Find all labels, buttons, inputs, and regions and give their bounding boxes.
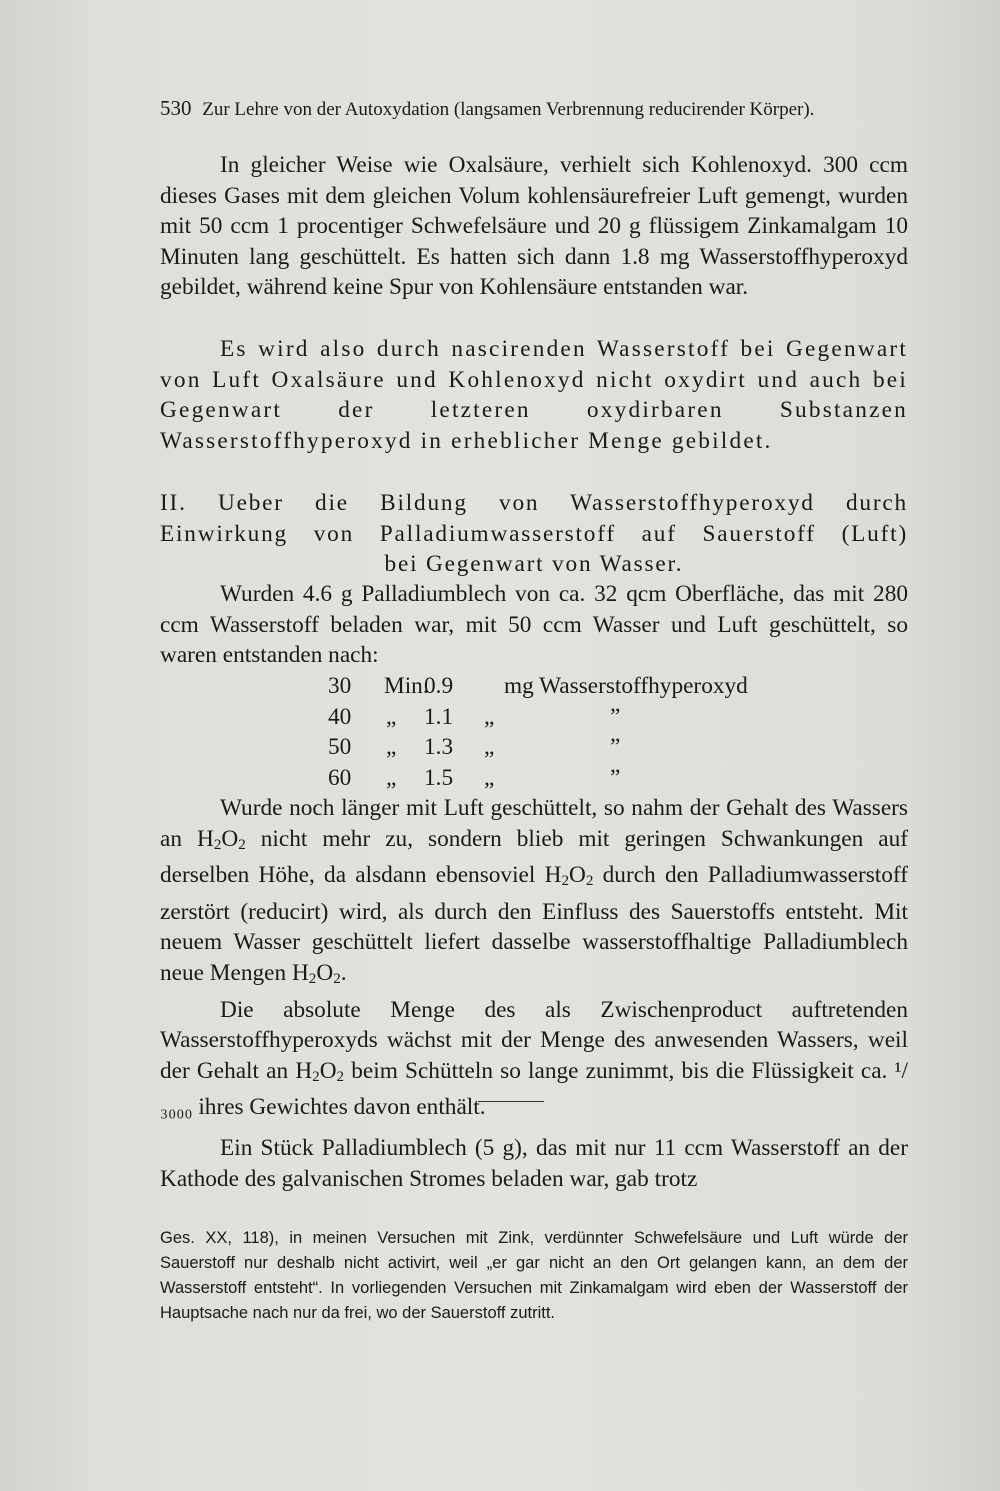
paragraph-3 <box>160 579 908 671</box>
section-heading-line-2: Einwirkung von Palladiumwasserstoff auf Sauerstoff (Luft) <box>160 520 908 547</box>
running-title: Zur Lehre von der Autoxydation (langsamen Verbrennung reducirender Körper). <box>202 99 815 120</box>
ditto-mark: „ <box>484 703 495 730</box>
formula-h2o2: $H_2O_2$ <box>196 825 246 853</box>
paragraph-4-text <box>160 793 908 995</box>
ditto-mark: „ <box>386 764 397 791</box>
paragraph-1 <box>160 150 908 303</box>
formula-h2o2: $H_2O_2$ <box>291 960 341 988</box>
amount-value: 0.9 <box>424 673 454 699</box>
ditto-mark: ” <box>610 764 621 791</box>
running-header <box>160 96 912 121</box>
paragraph-2 <box>160 334 908 456</box>
section-heading-line-3: bei Gegenwart von Wasser. <box>384 551 684 578</box>
ditto-mark: ” <box>610 734 621 761</box>
text-run: beim Schütteln so lange zunimmt, bis die Flüssigkeit ca. <box>344 1057 895 1084</box>
fraction: ¹/₃₀₀₀ <box>160 1057 909 1121</box>
time-value: 30 <box>328 673 352 699</box>
section-heading-line-1: II. Ueber die Bildung von Wasserstoffhyperoxyd durch <box>160 490 908 516</box>
paragraph-1-text: In gleicher Weise wie Oxalsäure, verhielt sich Kohlenoxyd. 300 ccm dieses Gases mit dem gleichen Volum kohlensäurefreier Luft gemengt, wurden mit 50 ccm 1 procentiger Schwefelsäure und 20 g flüssigem Zinkamalgam 10 Minuten lang geschüttelt. Es hatten sich dann 1.8 mg Wasserstoffhyperoxyd gebildet, während keine Spur von Kohlensäure entstanden war. <box>160 152 908 301</box>
text-run: . <box>340 960 347 986</box>
time-value: 60 <box>328 764 352 791</box>
ditto-mark: ” <box>610 703 621 730</box>
footnote-text: Ges. XX, 118), in meinen Versuchen mit Zink, verdünnter Schwefelsäure und Luft würde der Sauerstoff nur deshalb nicht activirt, weil „er gar nicht an den Ort gelangen kann, an dem der Wasserstoff entsteht“. In vorliegenden Versuchen mit Zinkamalgam wird eben der Wasserstoff der Hauptsache nach nur da frei, wo der Sauerstoff zutritt. <box>160 1229 908 1322</box>
amount-value: 1.3 <box>424 734 454 761</box>
paragraph-3-text: Wurden 4.6 g Palladiumblech von ca. 32 qcm Oberfläche, das mit 280 ccm Wasserstoff beladen war, mit 50 ccm Wasser und Luft geschüttelt, so waren entstanden nach: <box>160 581 908 669</box>
ditto-mark: „ <box>484 764 495 791</box>
ditto-mark: „ <box>386 734 397 761</box>
section-divider <box>478 1101 544 1102</box>
paragraph-5-text <box>160 995 908 1123</box>
formula-h2o2: $H_2O_2$ <box>544 862 594 890</box>
paragraph-2-text: Es wird also durch nascirenden Wasserstoff bei Gegenwart von Luft Oxalsäure und Kohlenoxyd nicht oxydirt und auch bei Gegenwart der letzteren oxydirbaren Substanzen Wasserstoffhyperoxyd in erheblicher Menge gebildet. <box>160 336 908 454</box>
formula-h2o2: $H_2O_2$ <box>295 1057 345 1085</box>
time-value: 40 <box>328 703 352 730</box>
time-unit: Min. <box>384 673 429 699</box>
text-run: Die absolute Menge des als Zwischenproduct auftretenden Wasserstoffhyperoxyds wächst mit der Menge des anwesenden Wassers, weil der Gehalt an <box>160 996 908 1084</box>
section-heading <box>160 488 908 580</box>
page-number: 530 <box>160 96 192 120</box>
ditto-mark: „ <box>484 734 495 761</box>
amount-value: 1.1 <box>424 703 454 730</box>
footnote <box>160 1226 908 1326</box>
ditto-mark: „ <box>386 703 397 730</box>
text-run: nicht mehr zu, sondern blieb mit geringen Schwankungen auf derselben Höhe, da alsdann ebensoviel <box>160 825 908 889</box>
paragraph-4 <box>160 793 908 1123</box>
text-run: durch den Palladiumwasserstoff zerstört (reducirt) wird, als durch den Einfluss des Sauerstoffs entsteht. Mit neuem Wasser geschüttelt liefert dasselbe wasserstoffhaltige Palladiumblech neue Mengen <box>160 862 908 986</box>
amount-value: 1.5 <box>424 764 454 791</box>
time-value: 50 <box>328 734 352 761</box>
text-run: ihres Gewichtes davon enthält. <box>192 1094 486 1121</box>
amount-label: mg Wasserstoffhyperoxyd <box>504 673 748 699</box>
text-run: Wurde noch länger mit Luft geschüttelt, so nahm der Gehalt des Wassers an <box>160 795 908 852</box>
paragraph-6-text: Ein Stück Palladiumblech (5 g), das mit nur 11 ccm Wasserstoff an der Kathode des galvanischen Stromes beladen war, gab trotz <box>160 1135 908 1192</box>
paragraph-6 <box>160 1133 908 1194</box>
